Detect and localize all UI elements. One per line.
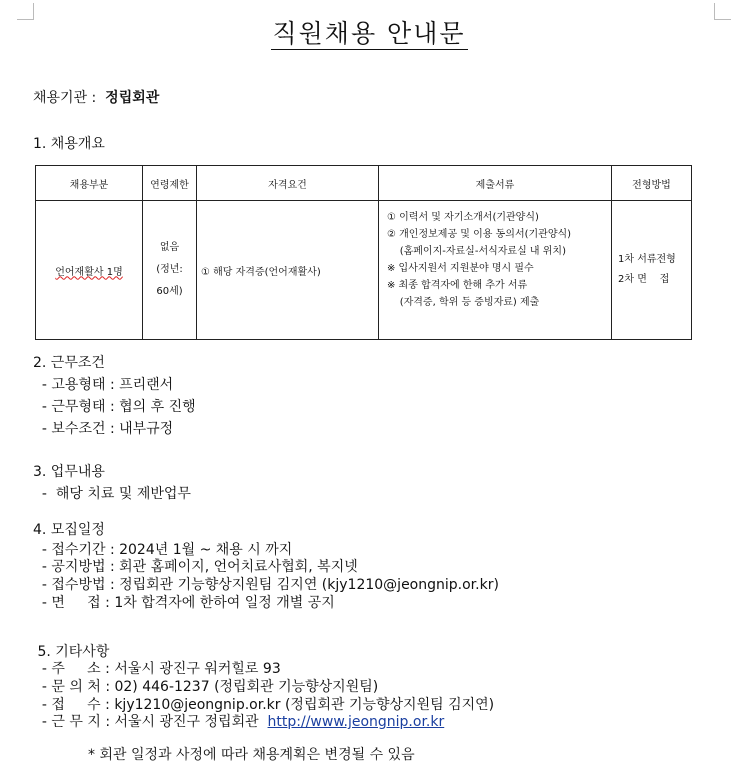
list-item: - 접 수 : kjy1210@jeongnip.or.kr (정립회관 기능향상지원팀 김지연) — [33, 697, 495, 713]
section5-heading: 5. 기타사항 — [33, 644, 110, 660]
table-header-cell: 전형방법 — [612, 166, 692, 201]
section2-heading: 2. 근무조건 — [33, 355, 105, 371]
list-item: - 근무형태 : 협의 후 진행 — [33, 399, 196, 415]
age-limit-line: 없음 — [159, 242, 180, 253]
list-item: - 고용형태 : 프리랜서 — [33, 377, 174, 393]
homepage-link[interactable]: http://www.jeongnip.or.kr — [267, 714, 445, 730]
agency-label: 채용기관 : — [33, 90, 97, 106]
position-text: 언어재활사 1명 — [55, 266, 123, 278]
list-item: - 접수방법 : 정립회관 기능향상지원팀 김지연 (kjy1210@jeongnip.or.kr) — [33, 577, 499, 593]
document-item: ② 개인정보제공 및 이용 동의서(기관양식) — [387, 229, 572, 240]
list-item: - 면 접 : 1차 합격자에 한하여 일정 개별 공지 — [33, 595, 335, 611]
list-item: - 공지방법 : 회관 홈페이지, 언어치료사협회, 복지넷 — [33, 559, 358, 575]
section1-heading: 1. 채용개요 — [33, 136, 105, 152]
list-item — [33, 711, 444, 731]
list-item: - 접수기간 : 2024년 1월 ~ 채용 시 까지 — [33, 542, 293, 558]
position-cell — [36, 201, 143, 340]
table-header-cell: 연령제한 — [143, 166, 197, 201]
workplace-label: - 근 무 지 : 서울시 광진구 정립회관 — [33, 714, 268, 730]
document-item: ① 이력서 및 자기소개서(기관양식) — [387, 212, 539, 223]
document-title: 직원채용 안내문 — [272, 19, 466, 48]
selection-method-cell — [612, 201, 692, 340]
table-row — [36, 201, 692, 340]
table-header-cell: 제출서류 — [379, 166, 612, 201]
recruitment-table — [35, 165, 692, 340]
list-item: - 문 의 처 : 02) 446-1237 (정립회관 기능향상지원팀) — [33, 679, 379, 695]
document-title-wrap — [0, 14, 738, 50]
table-header-cell: 채용부분 — [36, 166, 143, 201]
list-item: - 해당 치료 및 제반업무 — [33, 486, 191, 502]
footnote: * 회관 일정과 사정에 따라 채용계획은 변경될 수 있음 — [88, 747, 415, 763]
documents-cell — [379, 201, 612, 340]
section3-heading: 3. 업무내용 — [33, 464, 105, 480]
age-limit-line: 60세) — [156, 286, 183, 297]
table-header-row — [36, 166, 692, 201]
age-limit-line: (정년: — [156, 264, 183, 275]
age-limit-cell — [143, 201, 197, 340]
selection-step: 1차 서류전형 — [618, 254, 676, 265]
qualification-text: ① 해당 자격증(언어재활사) — [201, 266, 321, 278]
table-header-cell: 자격요건 — [197, 166, 379, 201]
document-item: ※ 입사지원서 지원분야 명시 필수 — [387, 263, 534, 274]
agency-line — [33, 87, 159, 107]
selection-step: 2차 면 접 — [618, 274, 670, 285]
agency-value: 정립회관 — [105, 90, 160, 106]
document-item: ※ 최종 합격자에 한해 추가 서류 — [387, 280, 528, 291]
qualification-cell — [197, 201, 379, 340]
section4-heading: 4. 모집일정 — [33, 522, 105, 538]
document-item: (홈페이지-자료실-서식자료실 내 위치) — [387, 246, 566, 257]
list-item: - 보수조건 : 내부규정 — [33, 421, 174, 437]
document-item: (자격증, 학위 등 증빙자료) 제출 — [387, 297, 540, 308]
list-item: - 주 소 : 서울시 광진구 워커힐로 93 — [33, 661, 281, 677]
